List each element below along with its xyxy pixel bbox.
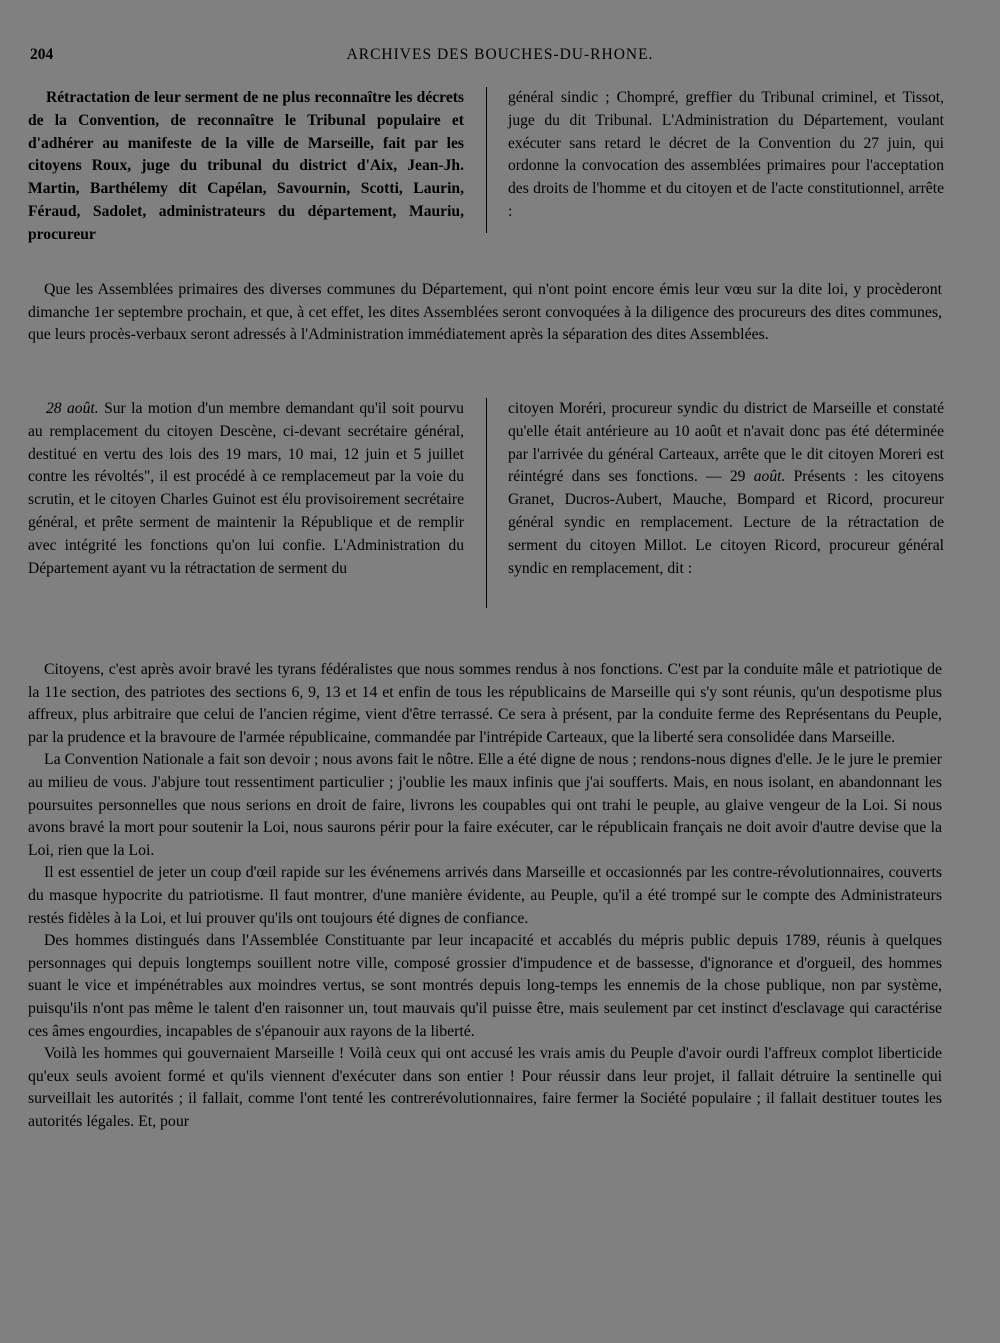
column-divider [486, 398, 487, 608]
speech-paragraph-1: Citoyens, c'est après avoir bravé les tyrans fédéralistes que nous sommes rendus à nos fonctions. C'est par la conduite mâle et patriotique de la 11e section, des patriotes des sections 6, 9, 13 et 14 et enfin de tous les républicains de Marseille qui s'y sont réunis, qu'un despotisme plus affreux, plus arbitraire que celui de l'ancien régime, vient d'être terrassé. Ce sera à présent, par la conduite ferme des Représentans du Peuple, par la prudence et la bravoure de l'armée républicaine, commandée par l'intrépide Carteaux, que la liberté sera consolidée dans Marseille. [28, 661, 942, 746]
paragraph-retractation-right: général sindic ; Chompré, greffier du Tribunal criminel, et Tissot, juge du dit Tribunal. L'Administration du Département, voulant exécuter sans retard le décret de la Convention du 27 juin, qui ordonne la convocation des assemblées primaires pour l'acceptation des droits de l'homme et du citoyen et de l'acte constitutionnel, arrête : [508, 89, 944, 220]
text-august-right-b: Présents : les citoyens Granet, Ducros-Aubert, Mauche, Bompard et Ricord, procureur général syndic en remplacement. Lecture de la rétractation de serment du citoyen Millot. Le citoyen Ricord, procureur général syndic en remplacement, dit : [508, 468, 944, 577]
section-retractation [28, 87, 944, 247]
speech-paragraph-5: Voilà les hommes qui gouvernaient Marseille ! Voilà ceux qui ont accusé les vrais amis du Peuple d'avoir ourdi l'affreux complot liberticide qu'eux seuls avoient formé et qu'ils viennent d'exécuter dans son entier ! Pour réussir dans leur projet, il fallait détruire la sentinelle qui surveillait les autorités ; il fallait, comme l'ont tenté les contrerévolutionnaires, faire fermer la Société populaire ; il fallait destituer toutes les autorités légales. Et, pour [28, 1045, 942, 1130]
text-august-left: Sur la motion d'un membre demandant qu'il soit pourvu au remplacement du citoyen Descène, ci-devant secrétaire général, destitué en vertu des lois des 19 mars, 10 mai, 12 juin et 5 juillet contre les révoltés", il est procédé à ce remplacemeut par la voie du scrutin, et le citoyen Charles Guinot est élu provisoirement secrétaire général, et prête serment de maintenir la République et de remplir avec intégrité les fonctions qu'on lui confie. L'Administration du Département ayant vu la rétractation de serment du [28, 400, 464, 577]
page-number: 204 [30, 46, 54, 63]
column-right [508, 398, 944, 608]
paragraph-retractation-left: Rétractation de leur serment de ne plus reconnaître les décrets de la Convention, de reconnaître le Tribunal populaire et d'adhérer au manifeste de la ville de Marseille, fait par les citoyens Roux, juge du tribunal du district d'Aix, Jean-Jh. Martin, Barthélemy dit Capélan, Savournin, Scotti, Laurin, Féraud, Sadolet, administrateurs du département, Mauriu, procureur [28, 89, 464, 243]
speech-text [28, 659, 942, 1133]
column-left [28, 398, 464, 608]
decree-text [28, 279, 942, 347]
column-divider [486, 87, 487, 233]
paragraph-decree: Que les Assemblées primaires des diverses communes du Département, qui n'ont point encore émis leur vœu sur la dite loi, y procèderont dimanche 1er septembre prochain, et que, à cet effet, les dites Assemblées seront convoquées à la diligence des procureurs des dites communes, que leurs procès-verbaux seront adressés à l'Administration immédiatement après la séparation des dites Assemblées. [28, 281, 942, 344]
date-29-aout: août. [753, 468, 786, 486]
column-left [28, 87, 464, 247]
date-28-aout: 28 août. [46, 400, 99, 417]
section-august [28, 398, 944, 608]
paragraph-august-right [508, 398, 944, 580]
running-title: ARCHIVES DES BOUCHES-DU-RHONE. [346, 46, 654, 63]
speech-paragraph-4: Des hommes distingués dans l'Assemblée Constituante par leur incapacité et accablés du mépris public depuis 1789, réunis à quelques personnages qui depuis longtemps souillent notre ville, composé grossier d'impudence et de bassesse, d'ignorance et d'orgueil, des hommes suant le vice et impénétrables aux moindres vertus, se sont montrés depuis long-temps les ennemis de la chose publique, non par système, puisqu'ils n'ont pas même le talent d'en raisonner un, tout mauvais qu'il puisse être, mais seulement par cet instinct d'esclavage qui caractérise ces âmes engourdies, incapables de s'épanouir aux rayons de la liberté. [28, 932, 942, 1040]
paragraph-august-left [28, 398, 464, 580]
page-header [0, 46, 1000, 72]
speech-paragraph-3: Il est essentiel de jeter un coup d'œil rapide sur les événemens arrivés dans Marseille et occasionnés par les contre-révolutionnaires, couverts du masque hypocrite du patriotisme. Il faut montrer, d'une manière évidente, au Peuple, qu'il a été trompé sur le compte des Administrateurs restés fidèles à la Loi, et lui prouver qu'ils ont toujours été dignes de confiance. [28, 864, 942, 927]
speech-paragraph-2: La Convention Nationale a fait son devoir ; nous avons fait le nôtre. Elle a été digne de nous ; rendons-nous dignes d'elle. Je le jure le premier au milieu de vous. J'abjure tout ressentiment particulier ; j'oublie les maux infinis que j'ai soufferts. Mais, en nous isolant, en abandonnant les poursuites personnelles que nous serions en droit de faire, livrons les coupables qui ont trahi le peuple, au glaive vengeur de la Loi. Si nous avons bravé la mort pour soutenir la Loi, nous saurons périr pour la faire exécuter, car le républicain français ne doit avoir d'autre devise que la Loi, rien que la Loi. [28, 751, 942, 859]
text-august-right-a: citoyen Moréri, procureur syndic du district de Marseille et constaté qu'elle était antérieure au 10 août et n'avait donc pas été déterminée par l'arrivée du général Carteaux, arrête que le dit citoyen Moreri est réintégré dans ses fonctions. — 29 [508, 400, 944, 486]
column-right [508, 87, 944, 247]
